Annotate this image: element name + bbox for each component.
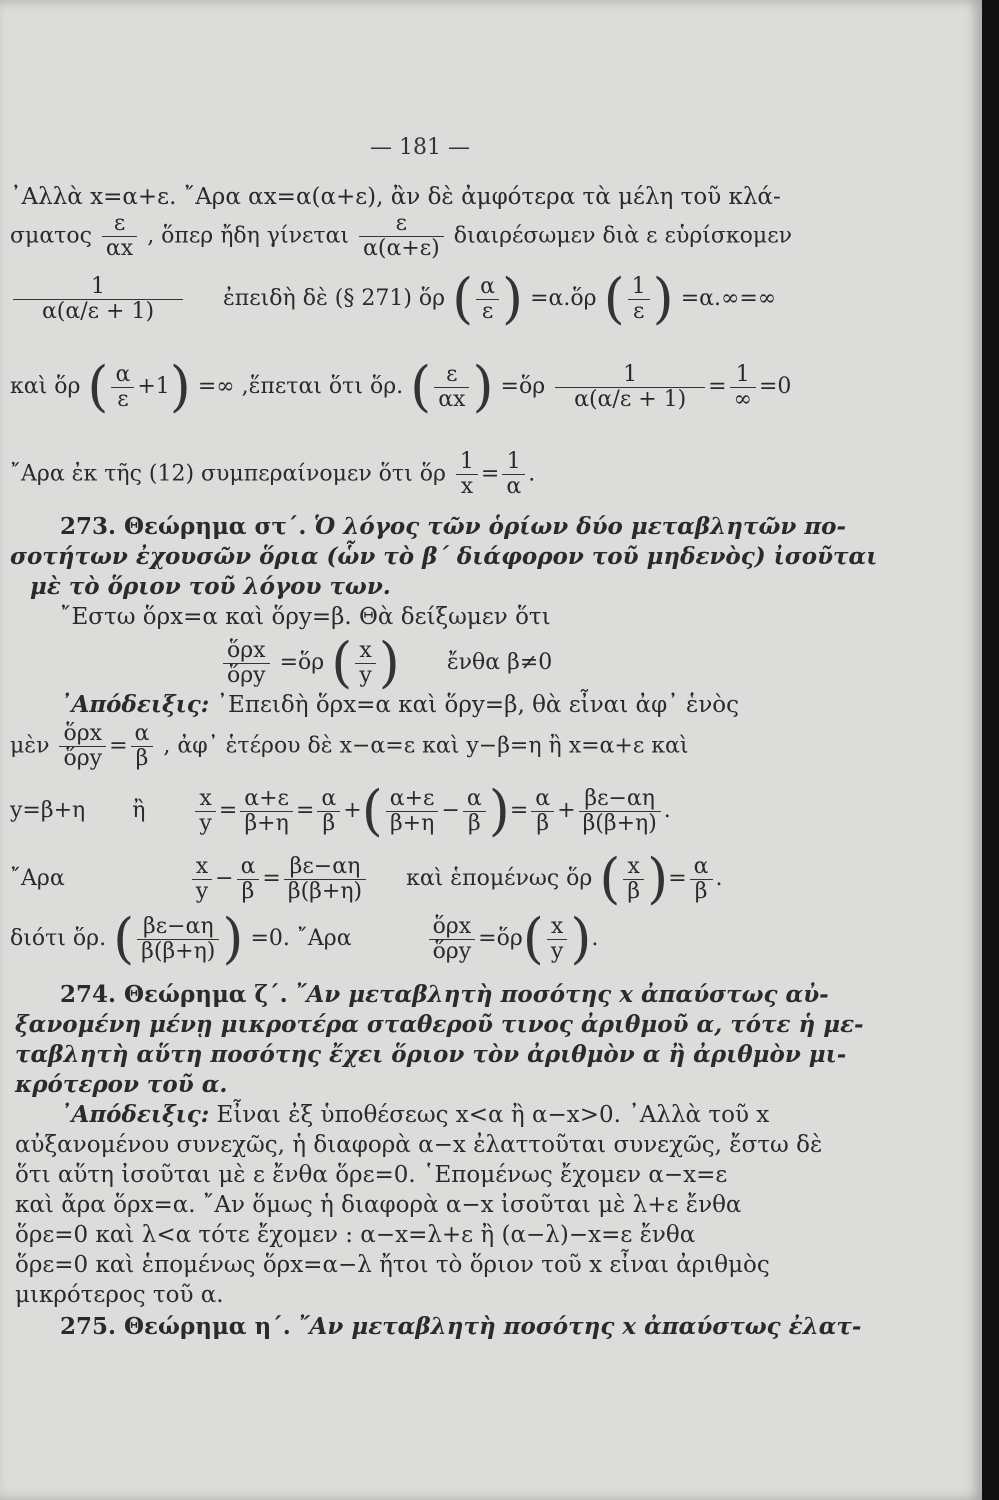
fraction: [237, 855, 260, 904]
fraction: [240, 787, 293, 836]
denominator: β(β+η): [582, 810, 657, 836]
theorem-274: [60, 980, 829, 1010]
text-segment: διότι ὅρ.: [10, 926, 107, 951]
numerator: x: [623, 855, 644, 880]
text-line: ὅρε=0 καὶ λ<α τότε ἔχομεν : α−x=λ+ε ἢ (α−λ)−x=ε ἔνθα: [15, 1222, 696, 1248]
text-segment: καὶ ὅρ: [10, 374, 81, 399]
text-segment: =∞ ,ἕπεται ὅτι ὅρ.: [197, 374, 404, 399]
text-line: ὅρε=0 καὶ ἑπομένως ὅρx=α−λ ἤτοι τὸ ὅριον τοῦ x εἶναι ἀριθμὸς: [15, 1252, 770, 1278]
paren: (: [522, 907, 544, 970]
text-segment: , ὅπερ ἤδη γίνεται: [147, 223, 350, 249]
text-line: [60, 1100, 769, 1130]
text-segment: διαιρέσωμεν διὰ ε εὑρίσκομεν: [453, 223, 792, 249]
fraction: [284, 855, 366, 904]
denominator: α(α/ε + 1): [41, 298, 155, 324]
fraction: [386, 787, 439, 836]
numerator: 1: [456, 450, 478, 475]
fraction: [359, 212, 444, 261]
numerator: 1: [13, 275, 183, 300]
paren: ): [502, 267, 524, 330]
text-segment: ῎Αρα: [10, 866, 65, 891]
denominator: αx: [438, 386, 466, 412]
paren: (: [331, 631, 353, 694]
text-segment: , ἀφ᾿ ἑτέρου δὲ x−α=ε καὶ y−β=η ἢ x=α+ε καὶ: [163, 733, 689, 759]
numerator: 1: [730, 363, 756, 388]
denominator: y: [199, 810, 212, 836]
text-line: ῎Εστω ὅρx=α καὶ ὅρy=β. Θὰ δείξωμεν ὅτι: [60, 604, 551, 630]
fraction: [456, 450, 478, 499]
text-segment: ᾿Επειδὴ ὅρx=α καὶ ὅρy=β, θὰ εἶναι ἀφ᾿ ἑνὸς: [216, 692, 740, 718]
fraction: [628, 275, 650, 324]
fraction: [13, 275, 183, 324]
denominator: αx: [105, 236, 134, 261]
numerator: 1: [502, 450, 525, 475]
denominator: ε: [481, 298, 494, 324]
denominator: ε: [117, 386, 129, 412]
denominator: y: [550, 938, 564, 964]
theorem-text: ῎Αν μεταβλητὴ ποσότης x ἀπαύστως αὐ-: [294, 981, 829, 1008]
paren: ): [652, 267, 674, 330]
text-segment: ῎Αρα ἐκ τῆς (12) συμπεραίνομεν ὅτι ὅρ: [10, 461, 446, 487]
theorem-text: ῎Αν μεταβλητὴ ποσότης x ἀπαύστως ἐλατ-: [298, 1313, 862, 1340]
fraction: [555, 363, 705, 412]
math-line: διότι ὅρ. ( $\frac{\beta\varepsilon-\alpha\eta}{\beta(\beta+\eta)}$ ) =0. ῎Αρα $\frac{\text{ὅρx}}{\text{ὅρy}}$ =ὅρ( $\frac{x}{y}$ ).: [10, 907, 599, 970]
numerator: α+ε: [240, 787, 293, 812]
denominator: ὅρy: [432, 938, 472, 964]
numerator: α: [131, 722, 154, 747]
text-segment: ἔνθα β≠0: [446, 650, 553, 675]
paren: ): [647, 847, 669, 910]
paren: (: [410, 355, 432, 418]
text-segment: y=β+η: [10, 798, 86, 823]
page-number: — 181 —: [370, 135, 470, 160]
text-line: μικρότερος τοῦ α.: [15, 1282, 224, 1308]
theorem-text: ταβλητὴ αὕτη ποσότης ἔχει ὅριον τὸν ἀριθμὸν α ἢ ἀριθμὸν μι-: [15, 1041, 847, 1068]
fraction: [730, 363, 756, 412]
text-segment: =α.∞=∞: [680, 286, 777, 311]
numerator: ὅρx: [429, 915, 476, 940]
denominator: α(α+ε): [363, 236, 440, 261]
text-segment: =ὅρ: [500, 374, 546, 399]
fraction: [137, 915, 219, 964]
denominator: ε: [632, 298, 645, 324]
denominator: β: [322, 810, 336, 836]
numerator: α: [476, 275, 499, 300]
text-segment: σματος: [10, 223, 92, 249]
fraction: [623, 855, 644, 904]
text-line: καὶ ἄρα ὅρx=α. ῎Αν ὅμως ἡ διαφορὰ α−x ἰσοῦται μὲ λ+ε ἔνθα: [15, 1192, 742, 1218]
page-edge: [982, 0, 999, 1500]
math-line: [10, 212, 792, 261]
denominator: β: [627, 878, 641, 904]
text-line: ὅτι αὕτη ἰσοῦται μὲ ε ἔνθα ὅρε=0. ῾Επομένως ἔχομεν α−x=ε: [15, 1162, 728, 1188]
math-line: ῎Αρα ἐκ τῆς (12) συμπεραίνομεν ὅτι ὅρ $\frac{1}{x}$ = $\frac{1}{\alpha}$ .: [10, 449, 536, 499]
numerator: x: [355, 639, 375, 664]
fraction: [131, 722, 154, 771]
theorem-text: σοτήτων ἐχουσῶν ὅρια (ὧν τὸ β΄ διάφορον τοῦ μηδενὸς) ἰσοῦται: [10, 543, 878, 570]
denominator: β: [536, 810, 550, 836]
paren: (: [452, 267, 474, 330]
numerator: βε−αη: [579, 787, 661, 812]
denominator: β: [694, 878, 708, 904]
math-line: καὶ ὅρ ( $\frac{\alpha}{\varepsilon}$ +1) =∞ ,ἕπεται ὅτι ὅρ. ( $\frac{\varepsilon}{\alpha x}$ ) =ὅρ $\frac{1}{\alpha(\alpha/\varepsilon + 1)}$ = $\frac{1}{\infty}$ =0: [10, 355, 792, 418]
text-segment: Εἶναι ἐξ ὑποθέσεως x<α ἢ α−x>0. ᾿Αλλὰ τοῦ x: [216, 1102, 770, 1128]
numerator: ὅρx: [59, 722, 106, 747]
text-segment: μὲν: [10, 733, 50, 759]
math-line: μὲν $\frac{\text{ὅρx}}{\text{ὅρy}}$ = $\frac{\alpha}{\beta}$ , ἀφ᾿ ἑτέρου δὲ x−α=ε καὶ y−β=η ἢ x=α+ε καὶ: [10, 721, 689, 771]
numerator: 1: [555, 363, 705, 388]
paren: (: [361, 779, 383, 842]
denominator: x: [460, 474, 474, 499]
numerator: ὅρx: [223, 639, 270, 664]
denominator: ὅρy: [63, 746, 103, 771]
paren: (: [603, 267, 625, 330]
text-line: [60, 690, 739, 720]
fraction: [317, 787, 340, 836]
numerator: α: [690, 855, 713, 880]
denominator: α: [506, 474, 522, 499]
denominator: β(β+η): [141, 938, 216, 964]
denominator: α(α/ε + 1): [574, 386, 687, 412]
numerator: α: [463, 787, 486, 812]
fraction: [59, 722, 106, 771]
fraction: [531, 787, 554, 836]
fraction: [547, 915, 567, 964]
math-line: [220, 631, 553, 694]
text-segment: ἐπειδὴ δὲ (§ 271) ὅρ: [223, 286, 446, 311]
math-line: [10, 267, 777, 330]
denominator: β(β+η): [287, 878, 363, 904]
numerator: βε−αη: [284, 855, 366, 880]
denominator: ὅρy: [227, 662, 266, 688]
numerator: x: [547, 915, 567, 940]
text-line: ᾿Αλλὰ x=α+ε. ῎Αρα αx=α(α+ε), ἂν δὲ ἀμφότερα τὰ μέλη τοῦ κλά-: [10, 184, 781, 210]
fraction: [502, 450, 525, 499]
numerator: ε: [102, 212, 137, 237]
text-segment: καὶ ἑπομένως ὅρ: [406, 866, 593, 891]
numerator: βε−αη: [137, 915, 219, 940]
fraction: [429, 915, 476, 964]
fraction: [223, 639, 270, 688]
theorem-number: 274. Θεώρημα ζ΄.: [60, 981, 288, 1008]
theorem-275: [60, 1312, 861, 1342]
paren: ): [222, 907, 244, 970]
theorem-number: 275. Θεώρημα η΄.: [60, 1313, 291, 1340]
math-line: ῎Αρα $\frac{x}{y}$ − $\frac{\alpha}{\beta}$ = $\frac{\beta\varepsilon-\alpha\eta}{\beta(\beta+\eta)}$ καὶ ἑπομένως ὅρ ( $\frac{x}{\beta}$ )= $\frac{\alpha}{\beta}$ .: [10, 847, 723, 910]
fraction: [579, 787, 661, 836]
theorem-text: μὲ τὸ ὅριον τοῦ λόγου των.: [30, 573, 391, 600]
paren: (: [113, 907, 135, 970]
numerator: x: [192, 855, 212, 880]
text-segment: ἢ: [132, 798, 146, 823]
proof-label: ᾿Απόδειξις:: [60, 691, 210, 718]
fraction: [102, 212, 137, 261]
fraction: [476, 275, 499, 324]
theorem-text: ξανομένη μένῃ μικροτέρα σταθεροῦ τινος ἀριθμοῦ α, τότε ἡ με-: [15, 1011, 864, 1038]
numerator: ε: [434, 363, 469, 388]
denominator: β+η: [389, 810, 435, 836]
paren: (: [87, 355, 109, 418]
theorem-273: [60, 512, 846, 542]
paren: ): [169, 355, 191, 418]
proof-label: ᾿Απόδειξις:: [60, 1101, 210, 1128]
numerator: x: [195, 787, 215, 812]
denominator: y: [195, 878, 209, 904]
denominator: y: [359, 662, 372, 688]
paren: ): [378, 631, 400, 694]
text-segment: =α.ὅρ: [530, 286, 597, 311]
numerator: α: [111, 363, 134, 388]
theorem-text: Ὁ λόγος τῶν ὁρίων δύο μεταβλητῶν πο-: [313, 513, 847, 540]
denominator: β: [135, 746, 149, 771]
fraction: [434, 363, 469, 412]
paren: ): [472, 355, 494, 418]
numerator: α+ε: [386, 787, 439, 812]
text-line: αὐξανομένου συνεχῶς, ἡ διαφορὰ α−x ἐλαττοῦται συνεχῶς, ἔστω δὲ: [15, 1132, 823, 1158]
fraction: [690, 855, 713, 904]
numerator: α: [531, 787, 554, 812]
numerator: ε: [359, 212, 444, 237]
numerator: 1: [628, 275, 650, 300]
denominator: β+η: [244, 810, 289, 836]
fraction: [355, 639, 375, 688]
math-line: y=β+η ἢ $\frac{x}{y}$ = $\frac{\alpha+\varepsilon}{\beta+\eta}$ = $\frac{\alpha}{\beta}$ +( $\frac{\alpha+\varepsilon}{\beta+\eta}$ − $\frac{\alpha}{\beta}$ )= $\frac{\alpha}{\beta}$ + $\frac{\beta\varepsilon-\alpha\eta}{\beta(\beta+\eta)}$ .: [10, 779, 671, 842]
paren: (: [599, 847, 621, 910]
theorem-number: 273. Θεώρημα στ΄.: [60, 513, 307, 540]
theorem-text: κρότερον τοῦ α.: [15, 1071, 228, 1098]
fraction: [463, 787, 486, 836]
text-segment: =ὅρ: [279, 650, 325, 675]
denominator: β: [467, 810, 481, 836]
paren: ): [570, 907, 592, 970]
fraction: [195, 787, 215, 836]
paren: ): [488, 779, 510, 842]
fraction: [192, 855, 212, 904]
denominator: β: [241, 878, 255, 904]
text-segment: =0. ῎Αρα: [250, 926, 352, 951]
text-segment: =0: [758, 374, 792, 399]
fraction: [111, 363, 134, 412]
numerator: α: [237, 855, 260, 880]
denominator: ∞: [733, 386, 752, 412]
numerator: α: [317, 787, 340, 812]
